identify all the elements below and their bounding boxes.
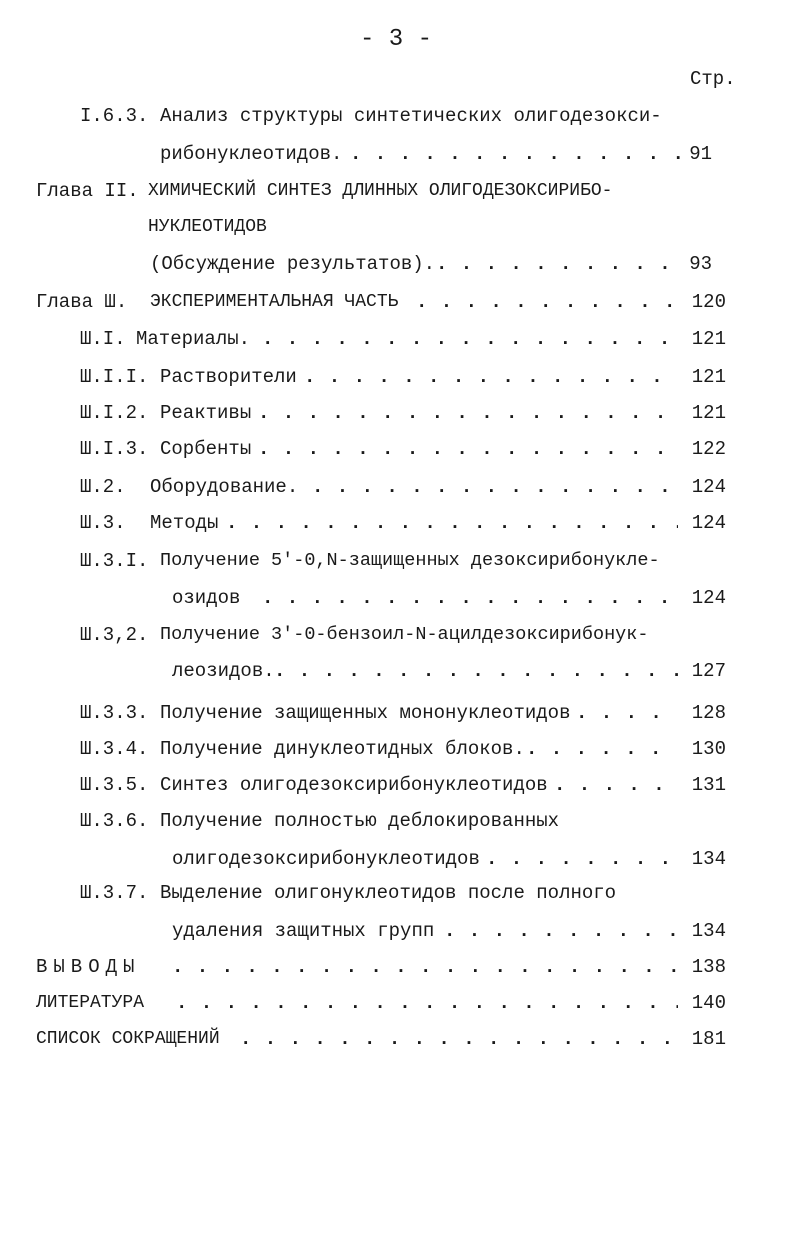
toc-entry-number: I.6.3. (80, 105, 149, 127)
toc-entry-continuation (0, 251, 792, 277)
toc-entry (0, 880, 792, 906)
dot-leader (576, 700, 678, 726)
toc-entry-subtitle: (Обсуждение результатов). (150, 253, 436, 275)
toc-entry-page: 138 (691, 956, 726, 978)
toc-entry (0, 808, 792, 834)
toc-entry-title: Растворители (160, 366, 297, 388)
dot-leader (176, 990, 678, 1016)
toc-entry-page: 121 (691, 402, 726, 424)
toc-entry-number: Ш.3.5. (80, 774, 149, 796)
dot-leader (304, 364, 678, 390)
dot-leader (240, 1026, 678, 1052)
toc-entry-title: ВЫВОДЫ (36, 956, 141, 978)
dot-leader (312, 474, 678, 500)
toc-entry-title: ЭКСПЕРИМЕНТАЛЬНАЯ ЧАСТЬ (150, 292, 399, 312)
toc-entry-title-cont: олигодезоксирибонуклеотидов (172, 848, 480, 870)
toc-entry-title: ХИМИЧЕСКИЙ СИНТЕЗ ДЛИННЫХ ОЛИГОДЕЗОКСИРИБО- (148, 181, 613, 201)
toc-entry-continuation (0, 846, 792, 872)
toc-entry-page: 127 (691, 660, 726, 682)
dot-leader (350, 141, 685, 167)
dot-leader (262, 326, 678, 352)
toc-entry (0, 474, 792, 500)
dot-leader (172, 954, 678, 980)
toc-entry-number: Ш.3. (80, 512, 126, 534)
toc-entry-title: Получение 3'-0-бензоил-N-ацилдезоксирибонук- (160, 624, 649, 645)
page-column-label: Стр. (690, 68, 736, 90)
toc-entry (0, 400, 792, 426)
dot-leader (258, 400, 678, 426)
toc-entry (0, 954, 792, 980)
toc-entry-title: Получение динуклеотидных блоков. (160, 738, 525, 760)
toc-entry-page: 120 (691, 291, 726, 313)
toc-entry-continuation (0, 214, 792, 240)
dot-leader (526, 736, 678, 762)
toc-entry-title-cont: рибонуклеотидов. (160, 143, 343, 165)
toc-entry-page: 124 (691, 587, 726, 609)
dot-leader (486, 846, 678, 872)
toc-entry (0, 548, 792, 574)
toc-entry-number: Ш.3.I. (80, 550, 149, 572)
toc-entry-title-cont: леозидов. (172, 660, 275, 682)
toc-entry-title: Получение 5'-0,N-защищенных дезоксирибонукле- (160, 550, 660, 571)
toc-entry-title: Синтез олигодезоксирибонуклеотидов (160, 774, 548, 796)
toc-entry (0, 990, 792, 1016)
toc-entry-page: 91 (689, 143, 712, 165)
toc-entry (0, 326, 792, 352)
toc-entry-page: 124 (691, 512, 726, 534)
dot-leader (416, 289, 678, 315)
toc-entry-title: Методы (150, 512, 219, 534)
toc-entry-page: 128 (691, 702, 726, 724)
toc-entry-title: Анализ структуры синтетических олигодезокси- (160, 105, 662, 127)
dot-leader (262, 585, 678, 611)
toc-entry-title: Сорбенты (160, 438, 252, 460)
toc-entry-title: Получение защищенных мононуклеотидов (160, 702, 571, 724)
toc-entry (0, 510, 792, 536)
toc-entry (0, 1026, 792, 1052)
toc-entry-continuation (0, 141, 792, 167)
toc-entry-continuation (0, 585, 792, 611)
toc-entry-number: Ш.3.7. (80, 882, 149, 904)
toc-entry (0, 736, 792, 762)
toc-entry-number: Ш.I.I. (80, 366, 149, 388)
toc-entry-number: Ш.3,2. (80, 624, 149, 646)
toc-entry-page: 181 (691, 1028, 726, 1050)
toc-entry-continuation (0, 658, 792, 684)
toc-entry-number: Ш.I.3. (80, 438, 149, 460)
dot-leader (226, 510, 678, 536)
toc-entry-title: СПИСОК СОКРАЩЕНИЙ (36, 1029, 220, 1049)
toc-entry-page: 122 (691, 438, 726, 460)
toc-entry-number: Ш.I. (80, 328, 126, 350)
toc-entry-number: Ш.2. (80, 476, 126, 498)
toc-entry-title-cont: удаления защитных групп (172, 920, 435, 942)
toc-entry-title: Материалы. (136, 328, 251, 350)
toc-entry (0, 103, 792, 129)
toc-entry-page: 130 (691, 738, 726, 760)
toc-entry-title: ЛИТЕРАТУРА (36, 993, 145, 1013)
toc-entry-page: 140 (691, 992, 726, 1014)
toc-entry (0, 436, 792, 462)
toc-entry-number: Ш.I.2. (80, 402, 149, 424)
dot-leader (258, 436, 678, 462)
toc-entry-number: Ш.3.3. (80, 702, 149, 724)
dot-leader (274, 658, 678, 684)
toc-entry (0, 364, 792, 390)
toc-entry-number: Глава II. (36, 180, 139, 202)
toc-entry-page: 121 (691, 366, 726, 388)
toc-entry-title: Реактивы (160, 402, 252, 424)
toc-entry-title-cont: НУКЛЕОТИДОВ (148, 217, 267, 237)
toc-entry-continuation (0, 918, 792, 944)
toc-entry-title: Оборудование. (150, 476, 299, 498)
toc-entry-page: 124 (691, 476, 726, 498)
dot-leader (554, 772, 678, 798)
toc-entry-page: 134 (691, 848, 726, 870)
toc-entry-title: Получение полностью деблокированных (160, 810, 560, 832)
toc-entry-title-cont: озидов (172, 587, 241, 609)
toc-entry (0, 289, 792, 315)
page-number: - 3 - (359, 26, 432, 53)
toc-entry-number: Глава Ш. (36, 291, 128, 313)
toc-entry (0, 700, 792, 726)
toc-entry (0, 622, 792, 648)
dot-leader (436, 251, 685, 277)
toc-entry-number: Ш.3.6. (80, 810, 149, 832)
toc-entry-page: 121 (691, 328, 726, 350)
toc-entry-number: Ш.3.4. (80, 738, 149, 760)
toc-entry-title: Выделение олигонуклеотидов после полного (160, 882, 617, 904)
dot-leader (444, 918, 678, 944)
toc-entry-page: 93 (689, 253, 712, 275)
toc-entry-page: 131 (691, 774, 726, 796)
toc-entry (0, 772, 792, 798)
toc-entry (0, 178, 792, 204)
toc-entry-page: 134 (691, 920, 726, 942)
